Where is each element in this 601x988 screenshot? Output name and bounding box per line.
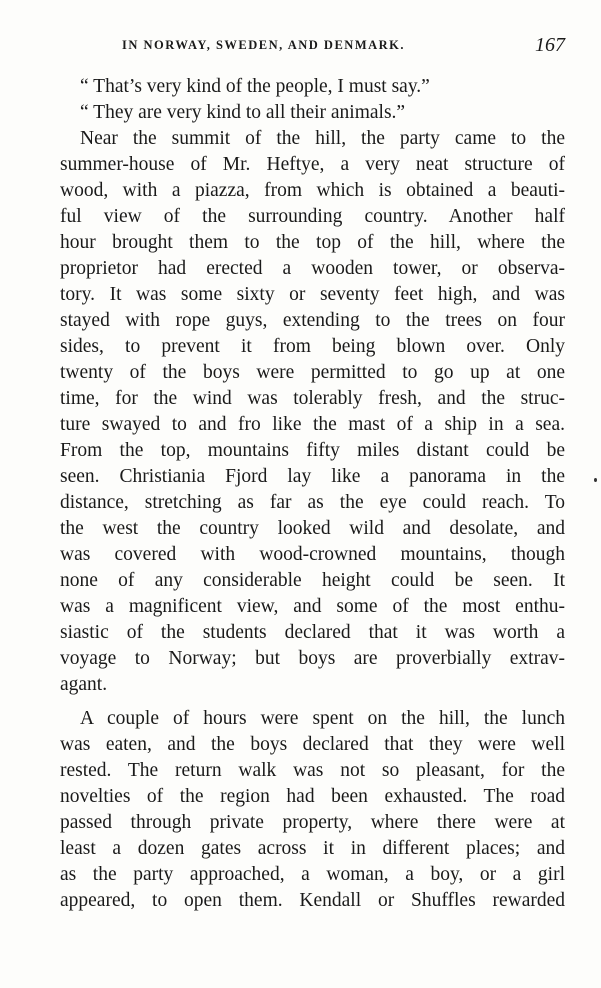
text-line: summer-house of Mr. Heftye, a very neat structure of — [60, 154, 565, 175]
page-number: 167 — [535, 34, 565, 56]
text-line: distance, stretching as far as the eye could reach. To — [60, 492, 565, 513]
text-line: “ That’s very kind of the people, I must say.” — [80, 76, 430, 97]
text-line: the west the country looked wild and desolate, and — [60, 518, 565, 539]
text-line: as the party approached, a woman, a boy, or a girl — [60, 864, 565, 885]
body-text — [60, 74, 565, 914]
text-line: passed through private property, where there were at — [60, 812, 565, 833]
text-line: wood, with a piazza, from which is obtained a beauti- — [60, 180, 565, 201]
text-line: none of any considerable height could be seen. It — [60, 570, 565, 591]
text-line: ful view of the surrounding country. Another half — [60, 206, 565, 227]
text-line: agant. — [60, 674, 108, 695]
text-line: siastic of the students declared that it was worth a — [60, 622, 565, 643]
text-line: was a magnificent view, and some of the most enthu- — [60, 596, 565, 617]
text-line: novelties of the region had been exhausted. The road — [60, 786, 565, 807]
text-line: rested. The return walk was not so pleasant, for the — [60, 760, 565, 781]
text-line: tory. It was some sixty or seventy feet high, and was — [60, 284, 565, 305]
text-line: was eaten, and the boys declared that they were well — [60, 734, 565, 755]
text-line: least a dozen gates across it in different places; and — [60, 838, 565, 859]
text-line: From the top, mountains fifty miles distant could be — [60, 440, 565, 461]
ink-speck — [594, 478, 597, 482]
text-line: voyage to Norway; but boys are proverbially extrav- — [60, 648, 565, 669]
text-line: stayed with rope guys, extending to the trees on four — [60, 310, 565, 331]
text-line: A couple of hours were spent on the hill, the lunch — [80, 708, 565, 729]
text-line: sides, to prevent it from being blown over. Only — [60, 336, 565, 357]
text-line: ture swayed to and fro like the mast of a ship in a sea. — [60, 414, 565, 435]
text-line: hour brought them to the top of the hill, where the — [60, 232, 565, 253]
text-line: time, for the wind was tolerably fresh, and the struc- — [60, 388, 565, 409]
text-line: seen. Christiania Fjord lay like a panorama in the — [60, 466, 565, 487]
page-header — [60, 34, 565, 64]
running-title: IN NORWAY, SWEDEN, AND DENMARK. — [122, 38, 406, 52]
text-line: appeared, to open them. Kendall or Shuffles rewarded — [60, 890, 565, 911]
text-line: was covered with wood-crowned mountains, though — [60, 544, 565, 565]
text-line: twenty of the boys were permitted to go up at one — [60, 362, 565, 383]
text-line: proprietor had erected a wooden tower, or observa- — [60, 258, 565, 279]
text-line: “ They are very kind to all their animals.” — [80, 102, 406, 123]
text-line: Near the summit of the hill, the party came to the — [80, 128, 565, 149]
